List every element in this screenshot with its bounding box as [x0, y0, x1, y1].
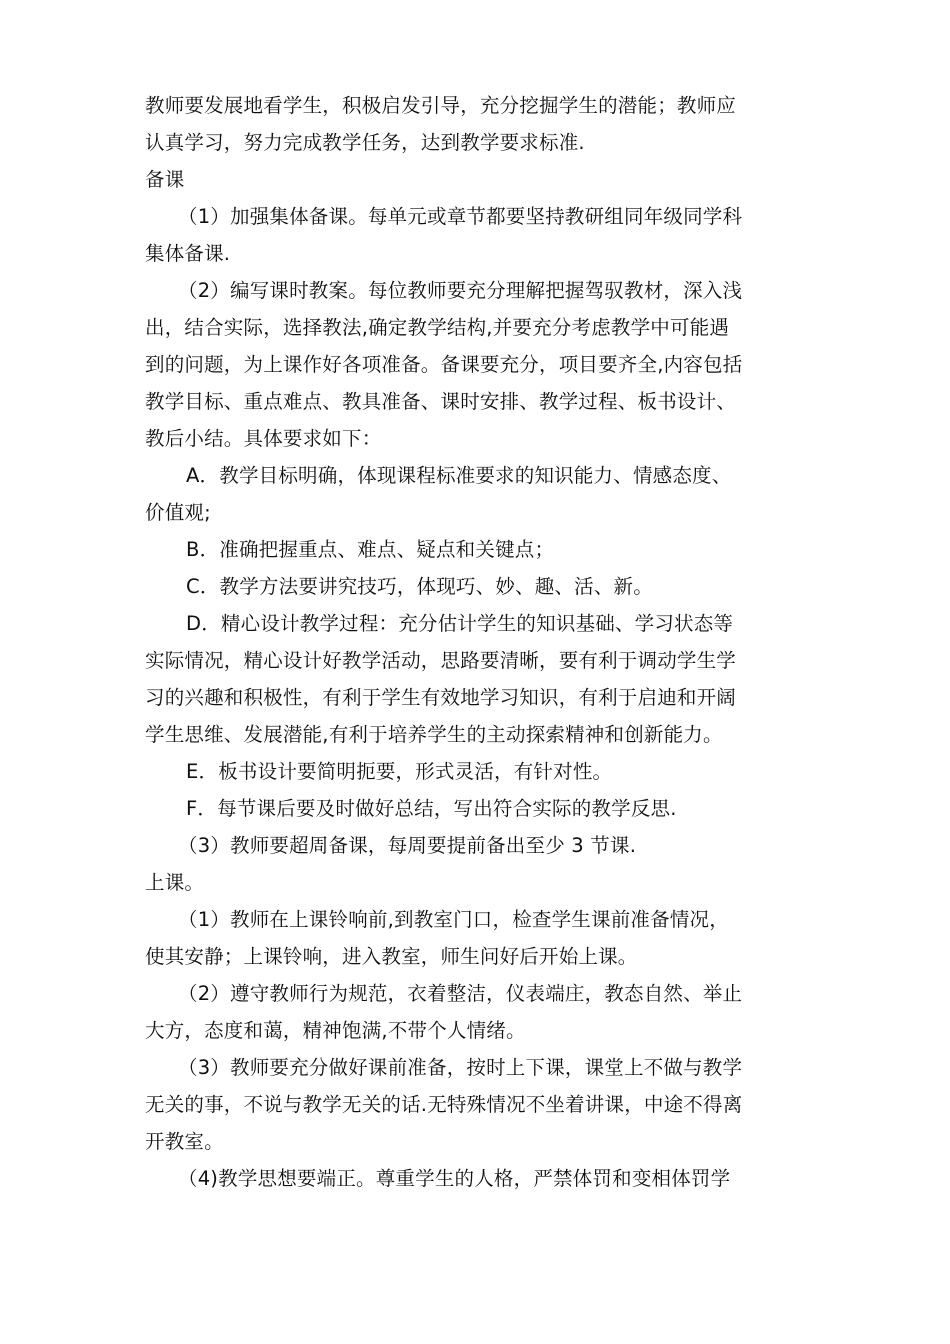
text-line: （1）教师在上课铃响前,到教室门口，检查学生课前准备情况， — [178, 908, 729, 931]
text-line: （2）遵守教师行为规范，衣着整洁，仪表端庄，教态自然、举止 — [178, 982, 743, 1005]
text-line: 教师要发展地看学生，积极启发引导，充分挖掘学生的潜能；教师应 — [145, 94, 737, 117]
text-line: 使其安静；上课铃响，进入教室，师生问好后开始上课。 — [145, 945, 638, 968]
text-line: （3）教师要超周备课，每周要提前备出至少 3 节课. — [178, 834, 637, 857]
text-line: 开教室。 — [145, 1130, 224, 1153]
text-line: 价值观; — [145, 501, 211, 524]
text-line: B．准确把握重点、难点、疑点和关键点； — [186, 538, 555, 561]
text-line: A．教学目标明确，体现课程标准要求的知识能力、情感态度、 — [186, 464, 732, 487]
text-line: 无关的事，不说与教学无关的话.无特殊情况不坐着讲课，中途不得离 — [145, 1093, 743, 1116]
text-line: 认真学习，努力完成教学任务，达到教学要求标准. — [145, 131, 585, 154]
text-line: F．每节课后要及时做好总结，写出符合实际的教学反思. — [186, 797, 677, 820]
text-line: C．教学方法要讲究技巧，体现巧、妙、趣、活、新。 — [186, 575, 653, 598]
text-line: 学生思维、发展潜能,有利于培养学生的主动探索精神和创新能力。 — [145, 723, 723, 746]
text-line: 习的兴趣和积极性，有利于学生有效地学习知识，有利于启迪和开阔 — [145, 686, 737, 709]
text-line: 实际情况，精心设计好教学活动，思路要清晰，要有利于调动学生学 — [145, 649, 737, 672]
text-line: （3）教师要充分做好课前准备，按时上下课，课堂上不做与教学 — [178, 1056, 743, 1079]
text-line: （4)教学思想要端正。尊重学生的人格，严禁体罚和变相体罚学 — [178, 1167, 731, 1190]
section-heading: 备课 — [145, 168, 185, 191]
text-line: E．板书设计要简明扼要，形式灵活，有针对性。 — [186, 760, 613, 783]
text-line: 大方，态度和蔼，精神饱满,不带个人情绪。 — [145, 1019, 526, 1042]
section-heading: 上课。 — [145, 871, 205, 894]
text-line: 集体备课. — [145, 242, 231, 265]
text-line: 到的问题，为上课作好各项准备。备课要充分，项目要齐全,内容包括 — [145, 353, 743, 376]
text-line: （2）编写课时教案。每位教师要充分理解把握驾驭教材，深入浅 — [178, 279, 743, 302]
text-line: （1）加强集体备课。每单元或章节都要坚持教研组同年级同学科 — [178, 205, 743, 228]
text-line: 教学目标、重点难点、教具准备、课时安排、教学过程、板书设计、 — [145, 390, 737, 413]
text-line: 出，结合实际，选择教法,确定教学结构,并要充分考虑教学中可能遇 — [145, 316, 730, 339]
text-line: 教后小结。具体要求如下： — [145, 427, 382, 450]
text-line: D．精心设计教学过程：充分估计学生的知识基础、学习状态等 — [186, 612, 734, 635]
